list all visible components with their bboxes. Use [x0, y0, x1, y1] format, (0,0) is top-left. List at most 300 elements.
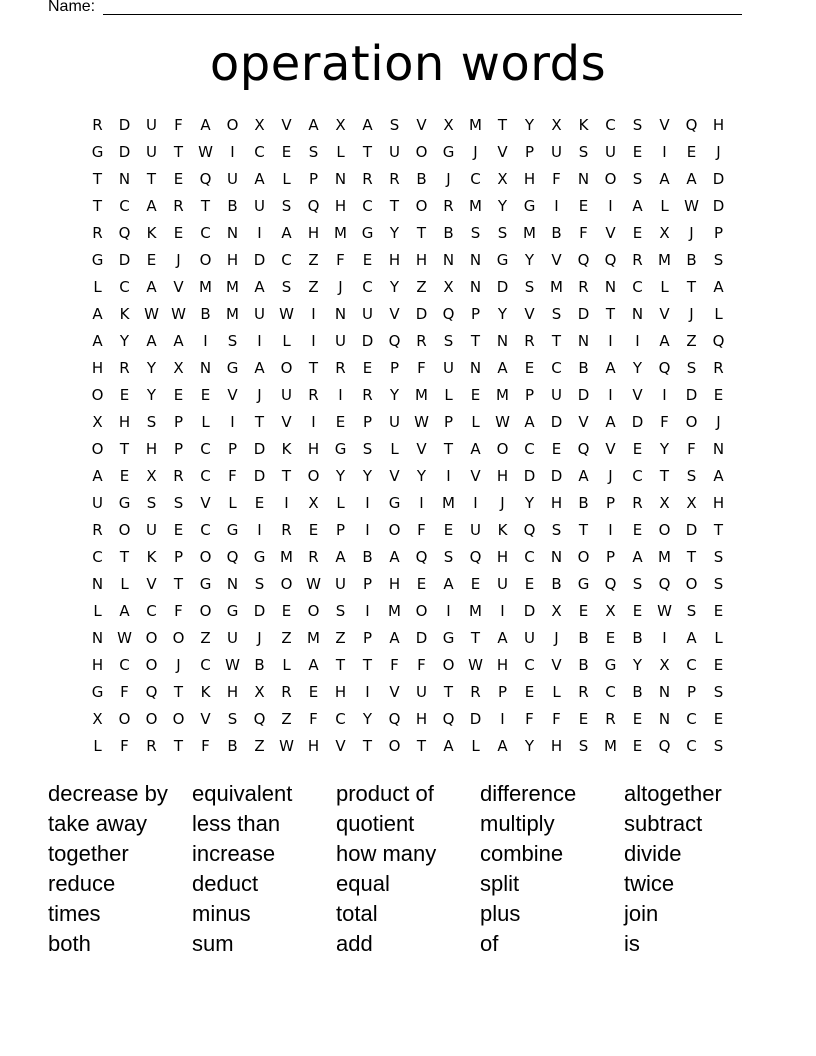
- word-bank-item: of: [480, 931, 499, 956]
- grid-letter: A: [659, 170, 670, 188]
- grid-letter: S: [578, 737, 589, 755]
- grid-letter: G: [496, 251, 509, 269]
- grid-letter: I: [608, 197, 613, 215]
- grid-letter: S: [227, 332, 238, 350]
- grid-letter: T: [470, 332, 481, 350]
- grid-letter: C: [524, 548, 535, 566]
- grid-letter: H: [118, 413, 131, 431]
- grid-letter: L: [93, 737, 102, 755]
- grid-letter: A: [686, 629, 697, 647]
- grid-letter: N: [226, 575, 239, 593]
- grid-letter: C: [605, 116, 616, 134]
- grid-letter: Q: [388, 710, 401, 728]
- grid-letter: A: [254, 359, 265, 377]
- grid-letter: J: [338, 278, 343, 296]
- grid-letter: N: [550, 548, 563, 566]
- grid-letter: T: [497, 116, 508, 134]
- word-bank-item: equivalent: [192, 781, 293, 806]
- grid-letter: E: [470, 575, 481, 593]
- grid-letter: R: [524, 332, 535, 350]
- grid-letter: Y: [524, 251, 535, 269]
- grid-letter: O: [91, 440, 104, 458]
- grid-letter: L: [201, 413, 210, 431]
- grid-letter: O: [388, 737, 401, 755]
- grid-letter: U: [146, 116, 157, 134]
- grid-letter: C: [632, 278, 643, 296]
- grid-letter: V: [470, 467, 481, 485]
- grid-letter: V: [416, 116, 427, 134]
- grid-letter: V: [146, 575, 157, 593]
- grid-letter: H: [496, 467, 509, 485]
- grid-letter: B: [254, 656, 265, 674]
- grid-letter: Z: [308, 251, 319, 269]
- grid-letter: E: [146, 251, 157, 269]
- word-bank-item: together: [48, 841, 129, 866]
- grid-letter: U: [443, 359, 454, 377]
- grid-letter: Y: [362, 467, 373, 485]
- grid-letter: D: [253, 251, 266, 269]
- grid-letter: H: [550, 737, 563, 755]
- grid-letter: U: [389, 413, 400, 431]
- grid-letter: S: [146, 494, 157, 512]
- grid-letter: J: [500, 494, 505, 512]
- grid-letter: S: [470, 224, 481, 242]
- grid-letter: C: [470, 170, 481, 188]
- grid-letter: Z: [254, 737, 265, 755]
- grid-letter: A: [659, 332, 670, 350]
- grid-letter: T: [605, 305, 616, 323]
- grid-letter: Q: [577, 251, 590, 269]
- grid-letter: W: [657, 602, 672, 620]
- grid-letter: R: [92, 224, 103, 242]
- grid-row: [84, 409, 732, 436]
- grid-letter: Y: [497, 305, 508, 323]
- grid-letter: H: [496, 548, 509, 566]
- grid-letter: O: [145, 710, 158, 728]
- grid-letter: A: [443, 575, 454, 593]
- grid-letter: L: [282, 170, 291, 188]
- grid-letter: I: [608, 386, 613, 404]
- word-bank-item: join: [624, 901, 659, 926]
- grid-letter: Y: [119, 332, 130, 350]
- grid-letter: M: [442, 494, 455, 512]
- grid-letter: O: [280, 575, 293, 593]
- grid-letter: R: [92, 521, 103, 539]
- grid-letter: K: [119, 305, 130, 323]
- grid-letter: E: [308, 521, 319, 539]
- grid-letter: X: [92, 710, 103, 728]
- grid-letter: R: [308, 548, 319, 566]
- grid-letter: Y: [497, 197, 508, 215]
- grid-letter: T: [686, 278, 697, 296]
- grid-letter: Q: [442, 710, 455, 728]
- grid-letter: G: [577, 575, 590, 593]
- grid-letter: U: [146, 143, 157, 161]
- grid-letter: E: [443, 521, 454, 539]
- grid-letter: E: [470, 386, 481, 404]
- grid-letter: K: [578, 116, 589, 134]
- grid-letter: L: [336, 143, 345, 161]
- grid-letter: Y: [524, 737, 535, 755]
- grid-letter: C: [92, 548, 103, 566]
- grid-letter: E: [578, 197, 589, 215]
- grid-letter: C: [254, 143, 265, 161]
- grid-letter: Y: [389, 224, 400, 242]
- grid-letter: P: [443, 413, 454, 431]
- grid-letter: P: [605, 548, 616, 566]
- grid-letter: H: [523, 170, 536, 188]
- grid-letter: I: [338, 386, 343, 404]
- grid-letter: M: [658, 251, 671, 269]
- grid-row: [84, 490, 732, 517]
- grid-letter: T: [308, 359, 319, 377]
- grid-letter: P: [470, 305, 481, 323]
- grid-letter: E: [119, 467, 130, 485]
- grid-letter: O: [199, 602, 212, 620]
- grid-letter: W: [117, 629, 132, 647]
- grid-letter: X: [443, 116, 454, 134]
- grid-letter: P: [605, 494, 616, 512]
- grid-letter: M: [307, 629, 320, 647]
- grid-letter: S: [281, 278, 292, 296]
- grid-letter: V: [551, 251, 562, 269]
- grid-letter: C: [632, 467, 643, 485]
- grid-letter: O: [577, 548, 590, 566]
- grid-letter: H: [712, 494, 725, 512]
- grid-letter: O: [685, 413, 698, 431]
- grid-letter: T: [443, 440, 454, 458]
- grid-row: [84, 652, 732, 679]
- grid-letter: R: [632, 494, 643, 512]
- grid-letter: S: [713, 548, 724, 566]
- grid-letter: V: [227, 386, 238, 404]
- grid-letter: N: [577, 332, 590, 350]
- word-bank-item: minus: [192, 901, 251, 926]
- grid-letter: J: [257, 386, 262, 404]
- grid-letter: O: [91, 386, 104, 404]
- grid-letter: I: [662, 629, 667, 647]
- grid-letter: P: [713, 224, 724, 242]
- grid-letter: F: [417, 359, 426, 377]
- grid-letter: Q: [199, 170, 212, 188]
- grid-letter: J: [608, 467, 613, 485]
- grid-letter: Q: [415, 548, 428, 566]
- grid-row: [84, 517, 732, 544]
- grid-letter: U: [551, 143, 562, 161]
- grid-letter: H: [712, 116, 725, 134]
- grid-letter: F: [174, 116, 183, 134]
- grid-letter: T: [200, 197, 211, 215]
- grid-letter: E: [173, 224, 184, 242]
- grid-letter: J: [689, 305, 694, 323]
- grid-letter: R: [119, 359, 130, 377]
- grid-row: [84, 679, 732, 706]
- grid-letter: B: [632, 629, 643, 647]
- grid-letter: S: [524, 278, 535, 296]
- grid-letter: X: [92, 413, 103, 431]
- grid-letter: B: [227, 197, 238, 215]
- grid-letter: A: [713, 278, 724, 296]
- grid-letter: S: [173, 494, 184, 512]
- grid-letter: C: [605, 683, 616, 701]
- grid-row: [84, 733, 732, 760]
- grid-letter: H: [307, 224, 320, 242]
- grid-letter: U: [92, 494, 103, 512]
- grid-row: [84, 598, 732, 625]
- grid-letter: E: [686, 143, 697, 161]
- grid-letter: E: [578, 710, 589, 728]
- grid-letter: Y: [146, 386, 157, 404]
- grid-letter: L: [660, 278, 669, 296]
- grid-letter: B: [200, 305, 211, 323]
- grid-letter: D: [577, 386, 590, 404]
- grid-letter: T: [119, 440, 130, 458]
- grid-letter: P: [524, 143, 535, 161]
- word-bank-item: reduce: [48, 871, 116, 896]
- grid-letter: Z: [281, 710, 292, 728]
- grid-letter: L: [660, 197, 669, 215]
- grid-letter: N: [469, 251, 482, 269]
- grid-letter: M: [469, 197, 482, 215]
- grid-letter: A: [524, 413, 535, 431]
- grid-letter: K: [146, 548, 157, 566]
- grid-letter: G: [442, 629, 455, 647]
- grid-letter: G: [604, 656, 617, 674]
- grid-letter: R: [362, 386, 373, 404]
- grid-letter: E: [713, 710, 724, 728]
- grid-letter: V: [659, 116, 670, 134]
- grid-row: [84, 706, 732, 733]
- grid-letter: Z: [281, 629, 292, 647]
- word-bank-item: product of: [336, 781, 434, 806]
- grid-letter: U: [227, 170, 238, 188]
- grid-letter: P: [686, 683, 697, 701]
- grid-letter: H: [550, 494, 563, 512]
- grid-letter: A: [146, 332, 157, 350]
- grid-letter: Y: [524, 116, 535, 134]
- grid-letter: D: [469, 710, 482, 728]
- grid-letter: U: [605, 143, 616, 161]
- grid-letter: R: [173, 197, 184, 215]
- grid-letter: N: [118, 170, 131, 188]
- grid-letter: A: [497, 737, 508, 755]
- grid-letter: N: [199, 359, 212, 377]
- grid-letter: C: [362, 197, 373, 215]
- grid-letter: C: [335, 710, 346, 728]
- grid-row: [84, 301, 732, 328]
- grid-letter: C: [686, 710, 697, 728]
- grid-letter: G: [226, 602, 239, 620]
- grid-letter: X: [308, 494, 319, 512]
- grid-letter: I: [608, 521, 613, 539]
- grid-letter: I: [257, 521, 262, 539]
- grid-letter: V: [605, 440, 616, 458]
- grid-letter: D: [253, 467, 266, 485]
- grid-letter: V: [632, 386, 643, 404]
- grid-letter: G: [361, 224, 374, 242]
- grid-letter: A: [632, 548, 643, 566]
- grid-letter: A: [443, 737, 454, 755]
- grid-letter: O: [415, 143, 428, 161]
- grid-letter: F: [417, 656, 426, 674]
- grid-letter: C: [524, 440, 535, 458]
- grid-letter: T: [173, 737, 184, 755]
- word-bank-item: twice: [624, 871, 675, 896]
- grid-letter: V: [497, 143, 508, 161]
- grid-letter: Z: [416, 278, 427, 296]
- grid-letter: V: [389, 467, 400, 485]
- grid-letter: U: [470, 521, 481, 539]
- grid-letter: H: [334, 197, 347, 215]
- grid-letter: A: [200, 116, 211, 134]
- grid-letter: S: [686, 602, 697, 620]
- word-bank-item: add: [336, 931, 373, 956]
- grid-letter: U: [416, 683, 427, 701]
- grid-letter: E: [605, 629, 616, 647]
- word-bank-item: deduct: [192, 871, 259, 896]
- grid-letter: E: [335, 413, 346, 431]
- name-field: [48, 0, 742, 18]
- grid-letter: C: [119, 197, 130, 215]
- grid-letter: V: [335, 737, 346, 755]
- grid-letter: F: [552, 710, 561, 728]
- grid-letter: A: [605, 413, 616, 431]
- grid-letter: C: [119, 656, 130, 674]
- grid-letter: R: [308, 386, 319, 404]
- grid-letter: V: [659, 305, 670, 323]
- grid-letter: N: [496, 332, 509, 350]
- grid-letter: Z: [308, 278, 319, 296]
- grid-letter: A: [92, 332, 103, 350]
- grid-letter: C: [686, 737, 697, 755]
- grid-letter: O: [307, 602, 320, 620]
- grid-letter: R: [335, 359, 346, 377]
- grid-letter: S: [443, 332, 454, 350]
- grid-letter: Z: [200, 629, 211, 647]
- grid-letter: O: [307, 467, 320, 485]
- grid-letter: D: [415, 305, 428, 323]
- grid-letter: S: [281, 197, 292, 215]
- grid-letter: B: [632, 683, 643, 701]
- grid-letter: E: [632, 521, 643, 539]
- grid-letter: V: [578, 413, 589, 431]
- grid-letter: H: [307, 440, 320, 458]
- name-underline: [103, 14, 742, 15]
- word-bank-item: decrease by: [48, 781, 168, 806]
- word-bank-item: less than: [192, 811, 281, 836]
- grid-letter: W: [198, 143, 213, 161]
- grid-letter: T: [578, 521, 589, 539]
- grid-letter: N: [469, 359, 482, 377]
- grid-letter: N: [334, 170, 347, 188]
- grid-letter: S: [578, 143, 589, 161]
- grid-letter: E: [524, 683, 535, 701]
- grid-letter: R: [632, 251, 643, 269]
- grid-letter: L: [282, 332, 291, 350]
- grid-letter: H: [307, 737, 320, 755]
- grid-letter: M: [550, 278, 563, 296]
- grid-letter: L: [282, 656, 291, 674]
- grid-row: [84, 436, 732, 463]
- grid-letter: J: [473, 143, 478, 161]
- grid-letter: C: [362, 278, 373, 296]
- grid-letter: A: [281, 224, 292, 242]
- name-label: Name:: [48, 0, 96, 15]
- grid-letter: Y: [632, 359, 643, 377]
- grid-letter: E: [524, 359, 535, 377]
- word-bank-item: quotient: [336, 811, 415, 836]
- grid-letter: D: [577, 305, 590, 323]
- grid-letter: H: [145, 440, 158, 458]
- grid-letter: S: [632, 575, 643, 593]
- grid-letter: V: [389, 305, 400, 323]
- grid-letter: W: [279, 737, 294, 755]
- grid-letter: W: [279, 305, 294, 323]
- grid-letter: P: [173, 440, 184, 458]
- grid-letter: G: [442, 143, 455, 161]
- grid-letter: H: [91, 359, 104, 377]
- grid-letter: R: [146, 737, 157, 755]
- grid-letter: N: [334, 305, 347, 323]
- grid-letter: O: [226, 116, 239, 134]
- grid-letter: H: [388, 575, 401, 593]
- grid-letter: R: [389, 170, 400, 188]
- grid-letter: F: [417, 521, 426, 539]
- grid-letter: I: [500, 602, 505, 620]
- grid-letter: A: [713, 467, 724, 485]
- grid-letter: H: [334, 683, 347, 701]
- grid-letter: T: [551, 332, 562, 350]
- grid-letter: U: [335, 332, 346, 350]
- grid-letter: U: [254, 305, 265, 323]
- grid-letter: B: [686, 251, 697, 269]
- grid-letter: R: [416, 332, 427, 350]
- grid-letter: A: [605, 359, 616, 377]
- grid-letter: L: [714, 629, 723, 647]
- grid-letter: D: [550, 467, 563, 485]
- grid-letter: C: [146, 602, 157, 620]
- grid-letter: L: [93, 278, 102, 296]
- grid-letter: H: [388, 251, 401, 269]
- grid-letter: Y: [524, 494, 535, 512]
- grid-letter: D: [712, 170, 725, 188]
- grid-letter: J: [689, 224, 694, 242]
- grid-letter: Q: [658, 359, 671, 377]
- grid-letter: A: [470, 440, 481, 458]
- grid-letter: O: [199, 548, 212, 566]
- grid-letter: J: [446, 170, 451, 188]
- grid-letter: C: [200, 656, 211, 674]
- grid-letter: T: [470, 629, 481, 647]
- grid-letter: L: [93, 602, 102, 620]
- grid-letter: W: [495, 413, 510, 431]
- grid-letter: D: [523, 467, 536, 485]
- grid-letter: R: [713, 359, 724, 377]
- grid-letter: G: [253, 548, 266, 566]
- grid-letter: I: [365, 521, 370, 539]
- grid-row: [84, 220, 732, 247]
- grid-letter: C: [281, 251, 292, 269]
- grid-letter: N: [631, 305, 644, 323]
- grid-letter: S: [335, 602, 346, 620]
- word-bank-item: altogether: [624, 781, 722, 806]
- grid-letter: Q: [307, 197, 320, 215]
- grid-letter: I: [284, 494, 289, 512]
- grid-row: [84, 247, 732, 274]
- grid-letter: U: [146, 521, 157, 539]
- grid-letter: L: [390, 440, 399, 458]
- grid-letter: Z: [686, 332, 697, 350]
